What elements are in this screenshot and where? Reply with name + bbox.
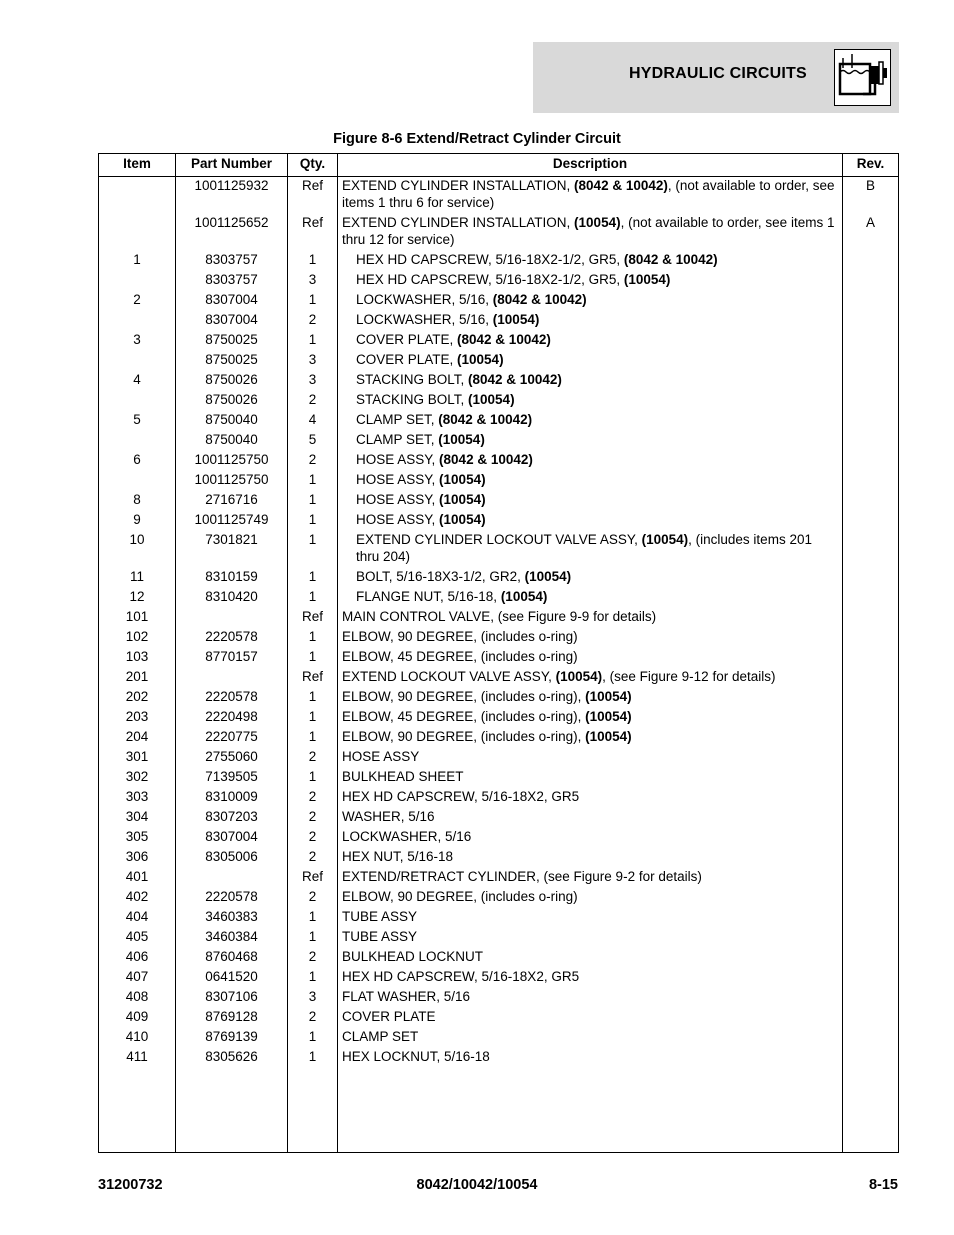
description-text: HOSE ASSY, [356, 472, 440, 487]
table-row [99, 391, 898, 411]
quantity-cell: Ref [301, 215, 323, 230]
description-model-note: (8042 & 10042) [457, 332, 551, 347]
description-cell [342, 411, 837, 428]
table-row [99, 888, 898, 908]
description-text: HEX HD CAPSCREW, 5/16-18X2-1/2, GR5, [356, 252, 624, 267]
table-row [99, 608, 898, 628]
table-row [99, 491, 898, 511]
description-text: HEX HD CAPSCREW, 5/16-18X2-1/2, GR5, [356, 272, 624, 287]
item-number-cell: 5 [133, 412, 141, 427]
column-header-description: Description [552, 156, 628, 171]
table-row [99, 411, 898, 431]
description-text: BULKHEAD LOCKNUT [342, 949, 484, 964]
description-text: LOCKWASHER, 5/16 [342, 829, 472, 844]
quantity-cell: Ref [301, 178, 323, 193]
part-number-cell: 8750025 [205, 332, 258, 347]
part-number-cell: 8310420 [205, 589, 258, 604]
table-row [99, 768, 898, 788]
description-text: ELBOW, 45 DEGREE, (includes o-ring) [342, 649, 578, 664]
description-model-note: (10054) [492, 312, 540, 327]
item-number-cell: 11 [129, 569, 144, 584]
revision-cell: A [865, 215, 875, 230]
description-text: , (includes items 201 thru 204) [356, 532, 812, 564]
description-model-note: (10054) [641, 532, 689, 547]
description-cell [342, 928, 837, 945]
section-header [533, 42, 899, 113]
item-number-cell: 203 [125, 709, 149, 724]
table-row [99, 868, 898, 888]
table-row [99, 808, 898, 828]
part-number-cell: 3460384 [205, 929, 258, 944]
item-number-cell: 202 [125, 689, 149, 704]
table-row [99, 1008, 898, 1028]
table-row [99, 928, 898, 948]
item-number-cell: 9 [133, 512, 141, 527]
description-cell [342, 371, 837, 388]
figure-title: Figure 8-6 Extend/Retract Cylinder Circuit [333, 131, 621, 147]
table-row [99, 214, 898, 251]
description-text: HEX HD CAPSCREW, 5/16-18X2, GR5 [342, 789, 580, 804]
description-cell [342, 988, 837, 1005]
description-text: , (not available to order, see items 1 thru 6 for service) [342, 178, 835, 210]
item-number-cell: 3 [133, 332, 141, 347]
quantity-cell: 3 [308, 372, 317, 387]
table-row [99, 848, 898, 868]
quantity-cell: 2 [308, 789, 317, 804]
description-text: HOSE ASSY, [356, 512, 440, 527]
description-model-note: (10054) [439, 472, 486, 487]
item-number-cell: 406 [125, 949, 149, 964]
description-cell [342, 451, 837, 468]
description-model-note: (10054) [524, 569, 572, 584]
part-number-cell: 8310009 [205, 789, 258, 804]
item-number-cell: 402 [125, 889, 149, 904]
description-text: MAIN CONTROL VALVE, (see Figure 9-9 for details) [342, 609, 657, 624]
part-number-cell: 8750040 [205, 432, 258, 447]
part-number-cell: 2220578 [205, 889, 258, 904]
quantity-cell: 1 [308, 909, 317, 924]
description-text: FLANGE NUT, 5/16-18, [356, 589, 501, 604]
item-number-cell: 303 [125, 789, 149, 804]
part-number-cell: 3460383 [205, 909, 258, 924]
quantity-cell: 2 [308, 452, 317, 467]
item-number-cell: 103 [125, 649, 149, 664]
quantity-cell: 2 [308, 1009, 317, 1024]
quantity-cell: 1 [308, 252, 317, 267]
item-number-cell: 4 [133, 372, 141, 387]
item-number-cell: 2 [133, 292, 141, 307]
table-row [99, 177, 898, 214]
table-row [99, 271, 898, 291]
column-header-qty: Qty. [299, 156, 326, 171]
description-model-note: (10054) [574, 215, 621, 230]
part-number-cell: 1001125750 [194, 452, 269, 467]
description-text: HOSE ASSY, [356, 452, 440, 467]
description-cell [342, 1008, 837, 1025]
description-model-note: (10054) [585, 729, 632, 744]
table-row [99, 588, 898, 608]
description-cell [342, 728, 837, 745]
document-number: 31200732 [98, 1177, 163, 1193]
description-cell [342, 471, 837, 488]
item-number-cell: 304 [125, 809, 149, 824]
item-number-cell: 302 [125, 769, 149, 784]
part-number-cell: 7139505 [205, 769, 258, 784]
table-row [99, 311, 898, 331]
description-model-note: (10054) [623, 272, 671, 287]
quantity-cell: 2 [308, 829, 317, 844]
description-text: FLAT WASHER, 5/16 [342, 989, 471, 1004]
description-text: LOCKWASHER, 5/16, [356, 312, 493, 327]
part-number-cell: 8750026 [205, 392, 258, 407]
part-number-cell: 2716716 [205, 492, 258, 507]
description-cell [342, 788, 837, 805]
description-cell [342, 1048, 837, 1065]
quantity-cell: 1 [308, 929, 317, 944]
part-number-cell: 1001125750 [194, 472, 269, 487]
description-text: LOCKWASHER, 5/16, [356, 292, 493, 307]
description-text: ELBOW, 90 DEGREE, (includes o-ring), [342, 729, 586, 744]
item-number-cell: 301 [125, 749, 149, 764]
part-number-cell: 8307004 [205, 829, 258, 844]
description-cell [342, 251, 837, 268]
part-number-cell: 8307004 [205, 292, 258, 307]
description-model-note: (8042 & 10042) [492, 292, 587, 307]
part-number-cell: 8305626 [205, 1049, 258, 1064]
description-text: HOSE ASSY, [356, 492, 440, 507]
description-model-note: (10054) [585, 709, 632, 724]
table-row [99, 1048, 898, 1068]
description-model-note: (10054) [439, 492, 486, 507]
part-number-cell: 1001125652 [194, 215, 269, 230]
description-text: HEX NUT, 5/16-18 [342, 849, 454, 864]
item-number-cell: 101 [125, 609, 149, 624]
description-text: , (see Figure 9-12 for details) [602, 669, 776, 684]
quantity-cell: 1 [308, 1049, 317, 1064]
table-row [99, 568, 898, 588]
quantity-cell: 1 [308, 769, 317, 784]
part-number-cell: 2220578 [205, 629, 258, 644]
description-cell [342, 668, 837, 685]
quantity-cell: 2 [308, 889, 317, 904]
part-number-cell: 7301821 [205, 532, 258, 547]
item-number-cell: 8 [133, 492, 141, 507]
item-number-cell: 6 [133, 452, 141, 467]
item-number-cell: 204 [125, 729, 149, 744]
description-cell [342, 311, 837, 328]
quantity-cell: 1 [308, 649, 317, 664]
item-number-cell: 407 [125, 969, 149, 984]
table-row [99, 291, 898, 311]
table-row [99, 471, 898, 491]
description-cell [342, 768, 837, 785]
part-number-cell: 8307203 [205, 809, 258, 824]
description-text: TUBE ASSY [342, 929, 418, 944]
quantity-cell: 1 [308, 629, 317, 644]
description-text: TUBE ASSY [342, 909, 418, 924]
table-row [99, 628, 898, 648]
quantity-cell: 1 [308, 709, 317, 724]
item-number-cell: 306 [125, 849, 149, 864]
table-row [99, 908, 898, 928]
description-text: STACKING BOLT, [356, 372, 469, 387]
quantity-cell: 1 [308, 1029, 317, 1044]
description-text: EXTEND LOCKOUT VALVE ASSY, [342, 669, 556, 684]
quantity-cell: Ref [301, 609, 323, 624]
item-number-cell: 1 [133, 252, 141, 267]
description-text: ELBOW, 90 DEGREE, (includes o-ring), [342, 689, 586, 704]
description-cell [342, 648, 837, 665]
description-cell [342, 708, 837, 725]
description-cell [342, 968, 837, 985]
description-cell [342, 391, 837, 408]
description-cell [342, 628, 837, 645]
description-cell [342, 511, 837, 528]
column-header-part-number: Part Number [190, 156, 273, 171]
description-model-note: (8042 & 10042) [468, 372, 562, 387]
part-number-cell: 2220578 [205, 689, 258, 704]
table-row [99, 728, 898, 748]
description-text: EXTEND CYLINDER INSTALLATION, [342, 178, 575, 193]
description-text: ELBOW, 90 DEGREE, (includes o-ring) [342, 629, 578, 644]
description-cell [342, 748, 837, 765]
part-number-cell: 1001125932 [194, 178, 269, 193]
description-cell [342, 177, 837, 211]
description-cell [342, 848, 837, 865]
quantity-cell: 3 [308, 352, 317, 367]
item-number-cell: 401 [125, 869, 149, 884]
part-number-cell: 8307004 [205, 312, 258, 327]
description-text: EXTEND CYLINDER LOCKOUT VALVE ASSY, [356, 532, 642, 547]
item-number-cell: 10 [129, 532, 145, 547]
description-cell [342, 271, 837, 288]
description-cell [342, 948, 837, 965]
description-text: BULKHEAD SHEET [342, 769, 464, 784]
description-text: CLAMP SET [342, 1029, 419, 1044]
table-row [99, 828, 898, 848]
part-number-cell: 8303757 [205, 252, 258, 267]
table-row [99, 948, 898, 968]
description-text: HEX HD CAPSCREW, 5/16-18X2, GR5 [342, 969, 580, 984]
description-cell [342, 331, 837, 348]
quantity-cell: 1 [308, 332, 317, 347]
description-text: BOLT, 5/16-18X3-1/2, GR2, [356, 569, 525, 584]
table-row [99, 511, 898, 531]
quantity-cell: 2 [308, 809, 317, 824]
table-row [99, 451, 898, 471]
item-number-cell: 408 [125, 989, 149, 1004]
description-model-note: (10054) [438, 432, 485, 447]
item-number-cell: 404 [125, 909, 149, 924]
description-cell [342, 608, 837, 625]
quantity-cell: 1 [308, 569, 317, 584]
column-header-item: Item [123, 156, 151, 171]
description-cell [342, 688, 837, 705]
part-number-cell: 8310159 [205, 569, 258, 584]
quantity-cell: 2 [308, 312, 317, 327]
description-cell [342, 531, 837, 565]
table-row [99, 331, 898, 351]
part-number-cell: 2755060 [205, 749, 258, 764]
part-number-cell: 8770157 [205, 649, 258, 664]
quantity-cell: 1 [308, 472, 317, 487]
quantity-cell: Ref [301, 669, 323, 684]
description-cell [342, 828, 837, 845]
quantity-cell: 2 [308, 749, 317, 764]
part-number-cell: 8750025 [205, 352, 258, 367]
quantity-cell: 4 [308, 412, 317, 427]
table-row [99, 988, 898, 1008]
table-row [99, 351, 898, 371]
description-text: COVER PLATE, [356, 332, 458, 347]
description-model-note: (8042 & 10042) [574, 178, 668, 193]
quantity-cell: 1 [308, 512, 317, 527]
table-row [99, 648, 898, 668]
quantity-cell: 2 [308, 949, 317, 964]
description-text: , (not available to order, see items 1 thru 12 for service) [342, 215, 835, 247]
description-text: ELBOW, 45 DEGREE, (includes o-ring), [342, 709, 586, 724]
item-number-cell: 102 [125, 629, 149, 644]
item-number-cell: 409 [125, 1009, 149, 1024]
description-model-note: (8042 & 10042) [439, 452, 533, 467]
description-model-note: (10054) [585, 689, 632, 704]
parts-table [98, 153, 899, 1153]
description-cell [342, 868, 837, 885]
quantity-cell: 3 [308, 272, 317, 287]
part-number-cell: 8303757 [205, 272, 258, 287]
description-cell [342, 214, 837, 248]
part-number-cell: 0641520 [205, 969, 258, 984]
part-number-cell: 8305006 [205, 849, 258, 864]
item-number-cell: 410 [125, 1029, 149, 1044]
section-title: HYDRAULIC CIRCUITS [629, 65, 807, 82]
table-row [99, 371, 898, 391]
quantity-cell: 3 [308, 989, 317, 1004]
description-cell [342, 291, 837, 308]
column-header-rev: Rev. [856, 156, 885, 171]
description-text: EXTEND CYLINDER INSTALLATION, [342, 215, 575, 230]
item-number-cell: 201 [125, 669, 149, 684]
quantity-cell: 1 [308, 532, 317, 547]
quantity-cell: 2 [308, 849, 317, 864]
description-model-note: (10054) [555, 669, 603, 684]
description-text: CLAMP SET, [356, 432, 439, 447]
quantity-cell: 1 [308, 292, 317, 307]
description-text: COVER PLATE, [356, 352, 458, 367]
description-model-note: (10054) [500, 589, 548, 604]
item-number-cell: 405 [125, 929, 149, 944]
description-text: HEX LOCKNUT, 5/16-18 [342, 1049, 490, 1064]
item-number-cell: 305 [125, 829, 149, 844]
description-cell [342, 808, 837, 825]
description-cell [342, 1028, 837, 1045]
description-model-note: (10054) [468, 392, 515, 407]
part-number-cell: 2220775 [205, 729, 258, 744]
description-model-note: (8042 & 10042) [438, 412, 533, 427]
table-row [99, 531, 898, 568]
description-text: ELBOW, 90 DEGREE, (includes o-ring) [342, 889, 578, 904]
item-number-cell: 411 [126, 1049, 148, 1064]
table-body [99, 177, 898, 1068]
quantity-cell: 5 [308, 432, 317, 447]
description-cell [342, 588, 837, 605]
description-cell [342, 431, 837, 448]
description-text: WASHER, 5/16 [342, 809, 435, 824]
description-cell [342, 908, 837, 925]
description-cell [342, 351, 837, 368]
part-number-cell: 8750040 [205, 412, 258, 427]
part-number-cell: 8769139 [205, 1029, 258, 1044]
item-number-cell: 12 [129, 589, 145, 604]
quantity-cell: Ref [301, 869, 323, 884]
table-row [99, 1028, 898, 1048]
description-text: CLAMP SET, [356, 412, 439, 427]
description-text: COVER PLATE [342, 1009, 436, 1024]
model-numbers: 8042/10042/10054 [416, 1177, 538, 1193]
part-number-cell: 1001125749 [194, 512, 269, 527]
table-row [99, 708, 898, 728]
part-number-cell: 2220498 [205, 709, 258, 724]
part-number-cell: 8750026 [205, 372, 258, 387]
quantity-cell: 1 [308, 689, 317, 704]
description-cell [342, 568, 837, 585]
description-text: HOSE ASSY [342, 749, 420, 764]
description-model-note: (10054) [439, 512, 486, 527]
table-row [99, 251, 898, 271]
quantity-cell: 1 [308, 492, 317, 507]
revision-cell: B [865, 178, 875, 193]
table-row [99, 431, 898, 451]
description-text: STACKING BOLT, [356, 392, 469, 407]
page-number: 8-15 [868, 1177, 898, 1193]
table-row [99, 688, 898, 708]
quantity-cell: 1 [308, 729, 317, 744]
part-number-cell: 8760468 [205, 949, 258, 964]
part-number-cell: 8307106 [205, 989, 258, 1004]
part-number-cell: 8769128 [205, 1009, 258, 1024]
table-row [99, 668, 898, 688]
description-text: EXTEND/RETRACT CYLINDER, (see Figure 9-2 for details) [342, 869, 702, 884]
quantity-cell: 1 [308, 589, 317, 604]
description-cell [342, 491, 837, 508]
table-row [99, 748, 898, 768]
hydraulic-reservoir-icon [834, 49, 891, 106]
description-cell [342, 888, 837, 905]
description-model-note: (10054) [457, 352, 504, 367]
quantity-cell: 1 [308, 969, 317, 984]
quantity-cell: 2 [308, 392, 317, 407]
table-row [99, 968, 898, 988]
table-row [99, 788, 898, 808]
description-model-note: (8042 & 10042) [623, 252, 718, 267]
